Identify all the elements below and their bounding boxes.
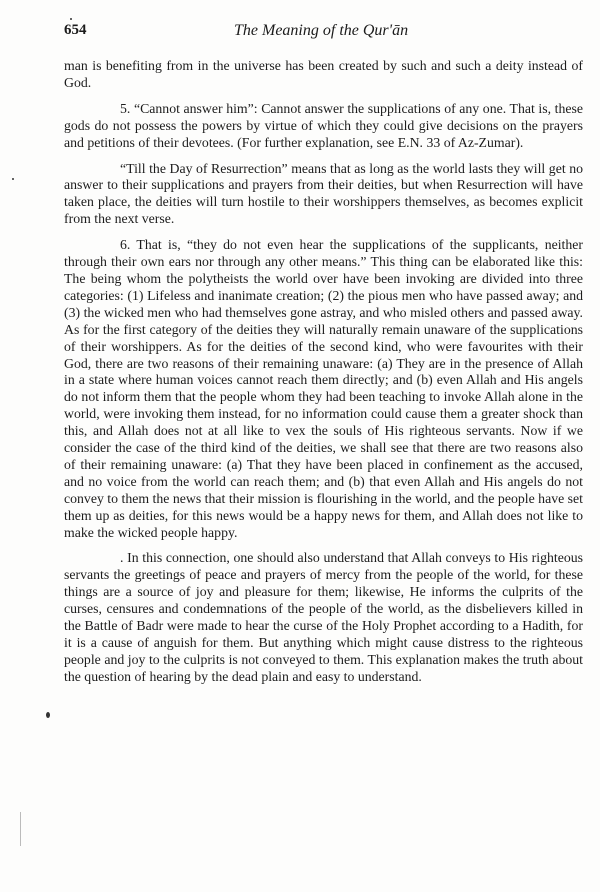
running-title: The Meaning of the Qur'ān — [234, 22, 409, 39]
note-5-paragraph: 5. “Cannot answer him”: Cannot answer the supplications of any one. That is, these gods do not possess the powers by virtue of which they could give decisions on the prayers and petitions of their devotees. (For further explanation, see E.N. 33 of Az-Zumar). — [64, 100, 583, 150]
page-edge-mark — [20, 812, 43, 846]
page-number: 654 — [64, 22, 87, 38]
note-6-paragraph: 6. That is, “they do not even hear the supplications of the supplicants, neither through their own ears nor through any other means.” This thing can be elaborated like this: The being whom the polytheists the world over have been invoking are divided into three categories: (1) Lifeless and inanimate creation; (2) the pious men who have passed away; and (3) the wicked men who had themselves gone astray, and who misled others and passed away. As for the first category of the deities they will naturally remain unaware of the supplications of their worshippers. As for the deities of the second kind, who were favourites with their God, there are two reasons of their remaining unaware: (a) They are in the presence of Allah in a state where human voices cannot reach them directly; and (b) even Allah and His angels do not inform them that the people whom they had been teaching to invoke Allah alone in the world, were invoking them instead, for no information could cause them a greater shock than this, and Allah does not at all like to vex the souls of His righteous servants. Now if we consider the case of the third kind of the deities, we shall see that there are two reasons also of their remaining unaware: (a) That they have been placed in confinement as the accused, and no voice from the world can reach them; and (b) that even Allah and His angels do not convey to them the news that their mission is flourishing in the world, and the people have set them up as deities, for this news would be a happy news for them, and Allah does not like to make the wicked people happy. — [64, 237, 583, 540]
page-header — [64, 22, 584, 46]
scan-speck — [12, 178, 14, 180]
margin-mark — [46, 712, 50, 718]
paragraph-continuation: man is benefiting from in the universe has been created by such and such a deity instead of God. — [64, 58, 583, 90]
connection-paragraph: . In this connection, one should also understand that Allah conveys to His righteous servants the greetings of peace and prayers of mercy from the people of the world, for these things are a source of joy and pleasure for them; likewise, He informs the culprits of the curses, censures and condemnations of the people of the world, as the disbelievers killed in the Battle of Badr were made to hear the curse of the Holy Prophet according to a Hadith, for it is a cause of anguish for them. But anything which might cause distress to the righteous people and joy to the culprits is not conveyed to them. This explanation makes the truth about the question of hearing by the dead plain and easy to understand. — [64, 550, 583, 684]
body-text — [64, 58, 583, 696]
scan-speck — [70, 18, 72, 20]
resurrection-paragraph: “Till the Day of Resurrection” means that as long as the world lasts they will get no answer to their supplications and prayers from their deities, but when Resurrection will have taken place, the deities will turn hostile to their worshippers themselves, as becomes explicit from the next verse. — [64, 160, 583, 227]
